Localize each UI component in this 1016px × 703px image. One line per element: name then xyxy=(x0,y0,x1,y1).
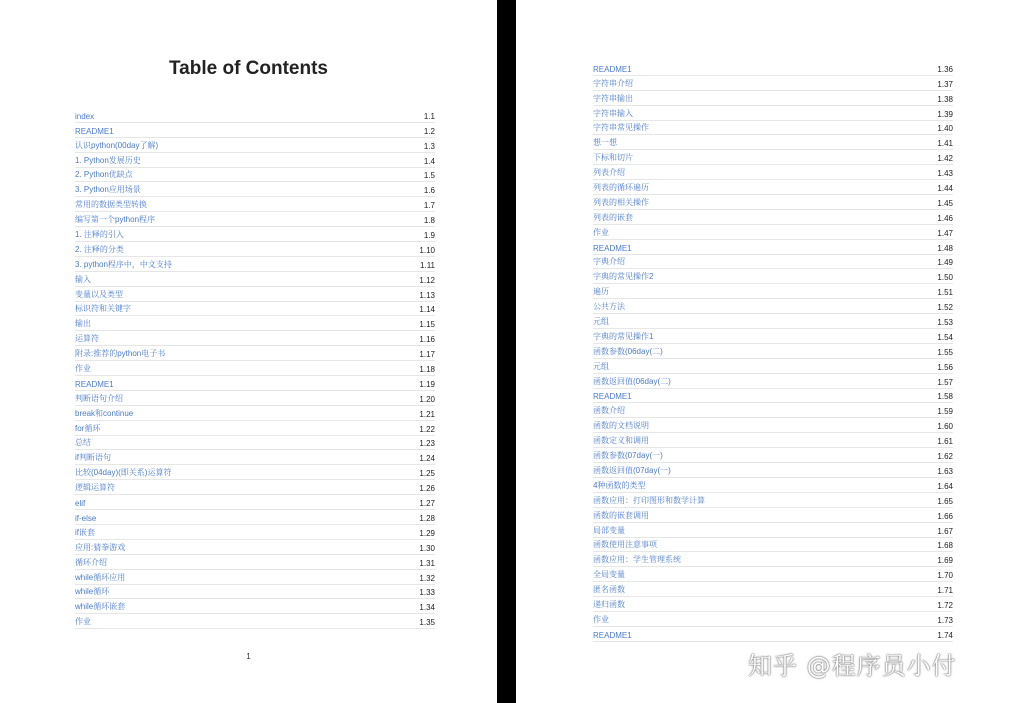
toc-entry-label[interactable]: 3. python程序中，中文支持 xyxy=(75,259,172,269)
toc-entry-label[interactable]: 字符串常见操作 xyxy=(593,123,649,133)
toc-entry-label[interactable]: 递归函数 xyxy=(593,599,625,609)
toc-entry[interactable] xyxy=(75,257,435,272)
toc-entry[interactable] xyxy=(593,135,953,150)
toc-entry-label[interactable]: 2. Python优缺点 xyxy=(75,170,133,180)
toc-entry-number: 1.34 xyxy=(419,603,435,613)
toc-entry[interactable] xyxy=(75,242,435,257)
toc-entry[interactable] xyxy=(75,406,435,421)
toc-entry-number: 1.4 xyxy=(423,156,435,166)
toc-entry-number: 1.19 xyxy=(419,379,435,389)
toc-entry-number: 1.17 xyxy=(419,350,435,360)
toc-entry[interactable] xyxy=(593,463,953,478)
toc-entry[interactable] xyxy=(593,582,953,597)
toc-entry-label[interactable]: if判断语句 xyxy=(75,453,111,463)
toc-entry-label[interactable]: 函数参数(06day(二) xyxy=(593,346,663,356)
toc-entry[interactable] xyxy=(75,168,435,183)
toc-entry[interactable] xyxy=(75,510,435,525)
toc-entry[interactable] xyxy=(75,182,435,197)
toc-entry-number: 1.11 xyxy=(420,260,435,270)
toc-entry-number: 1.32 xyxy=(419,573,435,583)
toc-entry-number: 1.51 xyxy=(937,288,953,298)
toc-entry-number: 1.70 xyxy=(937,571,953,581)
toc-entry-label[interactable]: 列表介绍 xyxy=(593,168,625,178)
toc-entry-label[interactable]: 比较(04day)(即关系)运算符 xyxy=(75,468,172,478)
toc-entry[interactable] xyxy=(593,418,953,433)
toc-entry-number: 1.46 xyxy=(937,213,953,223)
toc-entry-label[interactable]: while循环 xyxy=(75,587,110,597)
toc-entry[interactable] xyxy=(593,210,953,225)
toc-entry-label[interactable]: elif xyxy=(75,499,86,509)
toc-entry[interactable] xyxy=(75,287,435,302)
toc-entry[interactable] xyxy=(75,331,435,346)
toc-entry-number: 1.64 xyxy=(937,481,953,491)
toc-entry[interactable] xyxy=(593,552,953,567)
toc-entry[interactable] xyxy=(593,344,953,359)
toc-entry-label[interactable]: 想一想 xyxy=(593,138,617,148)
toc-entry[interactable] xyxy=(593,76,953,91)
toc-entry-label[interactable]: 标识符和关键字 xyxy=(75,304,131,314)
toc-entry[interactable] xyxy=(75,346,435,361)
toc-entry-label[interactable]: while循环应用 xyxy=(75,572,126,582)
toc-entry-label[interactable]: 列表的嵌套 xyxy=(593,212,633,222)
toc-entry-label[interactable]: 1. 注释的引入 xyxy=(75,230,124,240)
toc-entry-number: 1.73 xyxy=(937,615,953,625)
toc-entry-number: 1.74 xyxy=(937,630,953,640)
toc-entry-number: 1.41 xyxy=(937,139,953,149)
toc-entry-number: 1.42 xyxy=(937,154,953,164)
toc-entry-number: 1.26 xyxy=(419,484,435,494)
toc-entry-label[interactable]: 认识python(00day了解) xyxy=(75,140,159,150)
toc-entry-number: 1.71 xyxy=(937,586,953,596)
toc-entry-number: 1.50 xyxy=(937,273,953,283)
toc-entry-number: 1.10 xyxy=(419,245,435,255)
toc-entry-label[interactable]: 3. Python应用场景 xyxy=(75,185,141,195)
toc-entry-label[interactable]: 判断语句介绍 xyxy=(75,393,123,403)
toc-entry-label[interactable]: 2. 注释的分类 xyxy=(75,244,124,254)
toc-entry[interactable] xyxy=(593,180,953,195)
toc-entry-number: 1.3 xyxy=(423,141,435,151)
toc-entry-number: 1.61 xyxy=(937,437,953,447)
toc-entry-label[interactable]: 函数返回值(07day(一) xyxy=(593,465,671,475)
toc-entry[interactable] xyxy=(593,165,953,180)
toc-entry-number: 1.5 xyxy=(423,171,435,181)
toc-entry-number: 1.63 xyxy=(937,466,953,476)
watermark: 知乎 @程序员小付 xyxy=(748,652,957,680)
toc-entry-label[interactable]: 字符串介绍 xyxy=(593,78,633,88)
toc-entry[interactable] xyxy=(593,91,953,106)
toc-entry[interactable] xyxy=(75,421,435,436)
toc-entry[interactable] xyxy=(593,597,953,612)
toc-entry[interactable] xyxy=(75,316,435,331)
toc-entry-label[interactable]: 循环介绍 xyxy=(75,557,107,567)
toc-entry-label[interactable]: 作业 xyxy=(593,227,609,237)
toc-entry-label[interactable]: 字典的常见操作1 xyxy=(593,331,654,341)
toc-entry[interactable] xyxy=(593,389,953,404)
toc-entry[interactable] xyxy=(593,433,953,448)
toc-entry[interactable] xyxy=(75,153,435,168)
toc-entry-number: 1.62 xyxy=(937,452,953,462)
toc-entry-number: 1.52 xyxy=(937,303,953,313)
toc-entry[interactable] xyxy=(593,403,953,418)
toc-entry[interactable] xyxy=(75,525,435,540)
toc-entry-label[interactable]: 函数返回值(06day(二) xyxy=(593,376,671,386)
toc-entry-number: 1.31 xyxy=(419,558,435,568)
toc-entry-label[interactable]: 运算符 xyxy=(75,334,99,344)
toc-entry[interactable] xyxy=(75,123,435,138)
toc-entry-label[interactable]: 字典的常见操作2 xyxy=(593,272,654,282)
toc-entry[interactable] xyxy=(75,585,435,600)
toc-entry-label[interactable]: 公共方法 xyxy=(593,302,625,312)
toc-entry-label[interactable]: 字符串输入 xyxy=(593,108,633,118)
toc-entry-number: 1.43 xyxy=(937,169,953,179)
toc-entry-number: 1.20 xyxy=(419,394,435,404)
toc-entry-label[interactable]: 函数定义和调用 xyxy=(593,436,649,446)
toc-entry-number: 1.38 xyxy=(937,94,953,104)
toc-entry-number: 1.29 xyxy=(419,528,435,538)
toc-entry[interactable] xyxy=(593,314,953,329)
toc-entry-number: 1.49 xyxy=(937,258,953,268)
toc-entry-label[interactable]: 输入 xyxy=(75,274,91,284)
toc-entry-number: 1.58 xyxy=(937,392,953,402)
toc-entry-label[interactable]: 函数使用注意事项 xyxy=(593,540,657,550)
toc-entry[interactable] xyxy=(75,599,435,614)
toc-entry-number: 1.66 xyxy=(937,511,953,521)
toc-entry[interactable] xyxy=(593,538,953,553)
toc-entry-number: 1.2 xyxy=(423,126,435,136)
toc-entry-label[interactable]: 输出 xyxy=(75,319,91,329)
toc-entry-label[interactable]: 下标和切片 xyxy=(593,153,633,163)
toc-entry-label[interactable]: 1. Python发展历史 xyxy=(75,155,141,165)
toc-entry-label[interactable]: 函数的嵌套调用 xyxy=(593,510,649,520)
toc-entry[interactable] xyxy=(593,523,953,538)
toc-entry[interactable] xyxy=(593,567,953,582)
toc-entry-label[interactable]: 遍历 xyxy=(593,287,609,297)
toc-entry[interactable] xyxy=(593,240,953,255)
toc-entry-number: 1.22 xyxy=(419,424,435,434)
toc-entry[interactable] xyxy=(75,555,435,570)
page-title: Table of Contents xyxy=(168,58,329,79)
toc-entry-number: 1.24 xyxy=(419,454,435,464)
toc-entry-label[interactable]: 常用的数据类型转换 xyxy=(75,200,147,210)
toc-entry-label[interactable]: 函数的文档说明 xyxy=(593,421,649,431)
toc-entry-label[interactable]: 元组 xyxy=(593,361,609,371)
toc-entry-number: 1.45 xyxy=(937,198,953,208)
toc-entry[interactable] xyxy=(75,227,435,242)
toc-entry-number: 1.25 xyxy=(419,469,435,479)
toc-entry-label[interactable]: README1 xyxy=(593,392,632,402)
toc-entry-number: 1.36 xyxy=(937,64,953,74)
toc-entry[interactable] xyxy=(593,225,953,240)
toc-entry-number: 1.67 xyxy=(937,526,953,536)
toc-entry-label[interactable]: 字符串输出 xyxy=(593,93,633,103)
toc-entry-label[interactable]: 列表的相关操作 xyxy=(593,197,649,207)
toc-entry[interactable] xyxy=(593,150,953,165)
toc-entry[interactable] xyxy=(593,359,953,374)
toc-entry-label[interactable]: 总结 xyxy=(75,438,91,448)
toc-entry-number: 1.30 xyxy=(419,543,435,553)
toc-entry-number: 1.16 xyxy=(419,335,435,345)
toc-entry-label[interactable]: 字典介绍 xyxy=(593,257,625,267)
toc-entry-label[interactable]: if-else xyxy=(75,513,97,523)
toc-entry-label[interactable]: while循环嵌套 xyxy=(75,602,126,612)
toc-entry[interactable] xyxy=(593,478,953,493)
toc-entry[interactable] xyxy=(75,197,435,212)
toc-entry-number: 1.13 xyxy=(419,290,435,300)
toc-entry-label[interactable]: 编写第一个python程序 xyxy=(75,215,156,225)
toc-entry[interactable] xyxy=(75,465,435,480)
toc-entry[interactable] xyxy=(75,108,435,123)
toc-entry[interactable] xyxy=(593,374,953,389)
toc-entry-number: 1.72 xyxy=(937,600,953,610)
toc-entry[interactable] xyxy=(75,540,435,555)
toc-entry-label[interactable]: 附录:推荐的python电子书 xyxy=(75,349,166,359)
toc-entry-label[interactable]: 函数参数(07day(一) xyxy=(593,451,663,461)
toc-entry[interactable] xyxy=(593,612,953,627)
toc-entry[interactable] xyxy=(593,284,953,299)
toc-entry-number: 1.53 xyxy=(937,318,953,328)
toc-entry[interactable] xyxy=(593,195,953,210)
toc-entry-label[interactable]: for循环 xyxy=(75,423,101,433)
toc-entry-label[interactable]: README1 xyxy=(593,64,632,74)
toc-entry-number: 1.18 xyxy=(419,365,435,375)
toc-entry-label[interactable]: 4种函数的类型 xyxy=(593,480,646,490)
toc-entry-number: 1.12 xyxy=(419,275,435,285)
toc-entry[interactable] xyxy=(75,138,435,153)
toc-entry-label[interactable]: 元组 xyxy=(593,317,609,327)
toc-entry-number: 1.9 xyxy=(423,231,435,241)
toc-entry-number: 1.40 xyxy=(937,124,953,134)
toc-entry-number: 1.6 xyxy=(423,186,435,196)
toc-entry[interactable] xyxy=(75,480,435,495)
toc-entry[interactable] xyxy=(75,212,435,227)
toc-entry[interactable] xyxy=(593,508,953,523)
toc-entry[interactable] xyxy=(593,61,953,76)
toc-entry-number: 1.55 xyxy=(937,347,953,357)
toc-entry-label[interactable]: README1 xyxy=(75,126,114,136)
toc-entry-number: 1.44 xyxy=(937,184,953,194)
toc-entry[interactable] xyxy=(75,302,435,317)
toc-entry[interactable] xyxy=(593,121,953,136)
toc-entry-number: 1.35 xyxy=(419,618,435,628)
toc-entry[interactable] xyxy=(593,269,953,284)
toc-entry-number: 1.48 xyxy=(937,243,953,253)
toc-entry[interactable] xyxy=(75,436,435,451)
toc-entry[interactable] xyxy=(593,299,953,314)
toc-entry-number: 1.68 xyxy=(937,541,953,551)
toc-entry[interactable] xyxy=(75,450,435,465)
toc-entry-number: 1.15 xyxy=(419,320,435,330)
toc-entry-label[interactable]: 函数介绍 xyxy=(593,406,625,416)
toc-entry-number: 1.54 xyxy=(937,332,953,342)
toc-entry-label[interactable]: 列表的循环遍历 xyxy=(593,183,649,193)
toc-entry-label[interactable]: 逻辑运算符 xyxy=(75,483,115,493)
toc-entry-label[interactable]: 作业 xyxy=(75,364,91,374)
toc-entry[interactable] xyxy=(593,448,953,463)
toc-entry-number: 1.1 xyxy=(423,111,435,121)
toc-entry[interactable] xyxy=(593,627,953,642)
toc-entry-label[interactable]: 变量以及类型 xyxy=(75,289,123,299)
toc-entry[interactable] xyxy=(75,570,435,585)
toc-entry-label[interactable]: index xyxy=(75,111,95,121)
toc-entry-label[interactable]: if嵌套 xyxy=(75,527,95,537)
toc-entry-number: 1.39 xyxy=(937,109,953,119)
toc-list-left xyxy=(75,108,435,629)
toc-entry-number: 1.65 xyxy=(937,496,953,506)
toc-entry-label[interactable]: 作业 xyxy=(75,617,91,627)
toc-entry-label[interactable]: README1 xyxy=(593,630,632,640)
toc-list-right xyxy=(593,61,953,642)
toc-entry-label[interactable]: 匿名函数 xyxy=(593,585,625,595)
toc-entry[interactable] xyxy=(593,329,953,344)
toc-entry-label[interactable]: README1 xyxy=(75,379,114,389)
toc-entry-number: 1.28 xyxy=(419,513,435,523)
toc-entry-number: 1.8 xyxy=(423,216,435,226)
toc-entry-label[interactable]: 局部变量 xyxy=(593,525,625,535)
toc-entry[interactable] xyxy=(593,493,953,508)
toc-entry-number: 1.27 xyxy=(419,499,435,509)
toc-entry[interactable] xyxy=(75,376,435,391)
toc-entry-number: 1.23 xyxy=(419,439,435,449)
toc-entry-label[interactable]: README1 xyxy=(593,243,632,253)
toc-entry-number: 1.33 xyxy=(419,588,435,598)
toc-entry-number: 1.47 xyxy=(937,228,953,238)
toc-entry-number: 1.57 xyxy=(937,377,953,387)
toc-entry-number: 1.37 xyxy=(937,79,953,89)
toc-entry-number: 1.56 xyxy=(937,362,953,372)
toc-entry[interactable] xyxy=(75,361,435,376)
toc-entry[interactable] xyxy=(75,614,435,629)
toc-entry[interactable] xyxy=(593,106,953,121)
toc-entry-number: 1.59 xyxy=(937,407,953,417)
toc-entry-label[interactable]: 作业 xyxy=(593,614,609,624)
toc-entry-number: 1.69 xyxy=(937,556,953,566)
toc-entry-label[interactable]: break和continue xyxy=(75,408,134,418)
toc-entry-number: 1.60 xyxy=(937,422,953,432)
toc-entry-number: 1.21 xyxy=(419,409,435,419)
toc-entry-number: 1.7 xyxy=(423,201,435,211)
toc-entry[interactable] xyxy=(75,272,435,287)
toc-entry-label[interactable]: 应用:猜拳游戏 xyxy=(75,542,126,552)
toc-entry[interactable] xyxy=(75,495,435,510)
page-number: 1 xyxy=(246,652,251,661)
toc-entry-label[interactable]: 函数应用：打印图形和数学计算 xyxy=(593,495,705,505)
toc-entry-label[interactable]: 全局变量 xyxy=(593,570,625,580)
toc-entry[interactable] xyxy=(593,255,953,270)
toc-entry-label[interactable]: 函数应用：学生管理系统 xyxy=(593,555,681,565)
toc-entry[interactable] xyxy=(75,391,435,406)
toc-entry-number: 1.14 xyxy=(419,305,435,315)
